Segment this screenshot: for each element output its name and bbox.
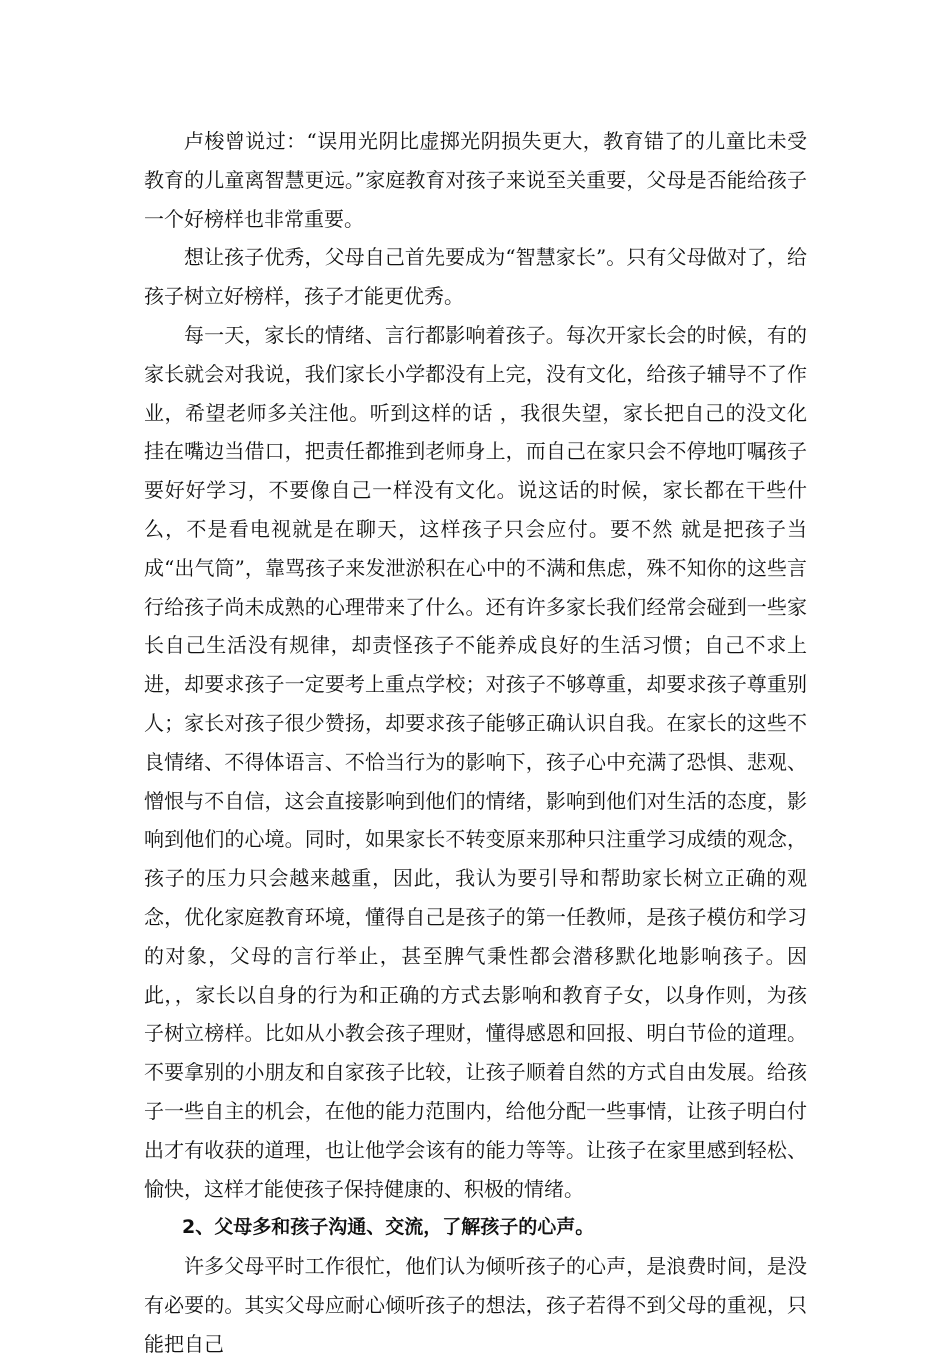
section-heading-communication: 2、父母多和孩子沟通、交流，了解孩子的心声。 xyxy=(182,1216,595,1239)
document-page xyxy=(144,122,807,1364)
paragraph-parent-influence: 每一天，家长的情绪、言行都影响着孩子。每次开家长会的时候，有的家长就会对我说，我们家长小学都没有上完，没有文化，给孩子辅导不了作业，希望老师多关注他。听到这样的话 ，我很失望，家长把自己的没文化挂在嘴边当借口，把责任都推到老师身上，而自己在家只会不停地叮嘱孩子要好好学习，不要像自己一样没有文化。说这话的时候，家长都在干些什么，不是看电视就是在聊天，这样孩子只会应付。要不然 就是把孩子当成“出气筒”，靠骂孩子来发泄淤积在心中的不满和焦虑，殊不知你的这些言行给孩子尚未成熟的心理带来了什么。还有许多家长我们经常会碰到一些家长自己生活没有规律，却责怪孩子不能养成良好的生活习惯；自己不求上进，却要求孩子一定要考上重点学校；对孩子不够尊重，却要求孩子尊重别人；家长对孩子很少赞扬，却要求孩子能够正确认识自我。在家长的这些不良情绪、不得体语言、不恰当行为的影响下，孩子心中充满了恐惧、悲观、憎恨与不自信，这会直接影响到他们的情绪，影响到他们对生活的态度，影响到他们的心境。同时，如果家长不转变原来那种只注重学习成绩的观念，孩子的压力只会越来越重，因此，我认为要引导和帮助家长树立正确的观念，优化家庭教育环境，懂得自己是孩子的第一任教师，是孩子模仿和学习的对象，父母的言行举止，甚至脾气秉性都会潜移默化地影响孩子。因此，，家长以自身的行为和正确的方式去影响和教育子女，以身作则，为孩子树立榜样。比如从小教会孩子理财，懂得感恩和回报、明白节俭的道理。不要拿别的小朋友和自家孩子比较，让孩子顺着自然的方式自由发展。给孩子一些自主的机会，在他的能力范围内，给他分配一些事情，让孩子明白付出才有收获的道理，也让他学会该有的能力等等。让孩子在家里感到轻松、愉快，这样才能使孩子保持健康的、积极的情绪。 xyxy=(144,322,807,1201)
paragraph-rousseau-quote: 卢梭曾说过：“误用光阴比虚掷光阴损失更大，教育错了的儿童比未受教育的儿童离智慧更远。”家庭教育对孩子来说至关重要，父母是否能给孩子一个好榜样也非常重要。 xyxy=(144,129,807,231)
paragraph-wise-parents: 想让孩子优秀，父母自己首先要成为“智慧家长”。只有父母做对了，给孩子树立好榜样，孩子才能更优秀。 xyxy=(144,245,807,309)
paragraph-listening: 许多父母平时工作很忙，他们认为倾听孩子的心声，是浪费时间，是没有必要的。其实父母应耐心倾听孩子的想法，孩子若得不到父母的重视，只能把自己 xyxy=(144,1254,807,1356)
